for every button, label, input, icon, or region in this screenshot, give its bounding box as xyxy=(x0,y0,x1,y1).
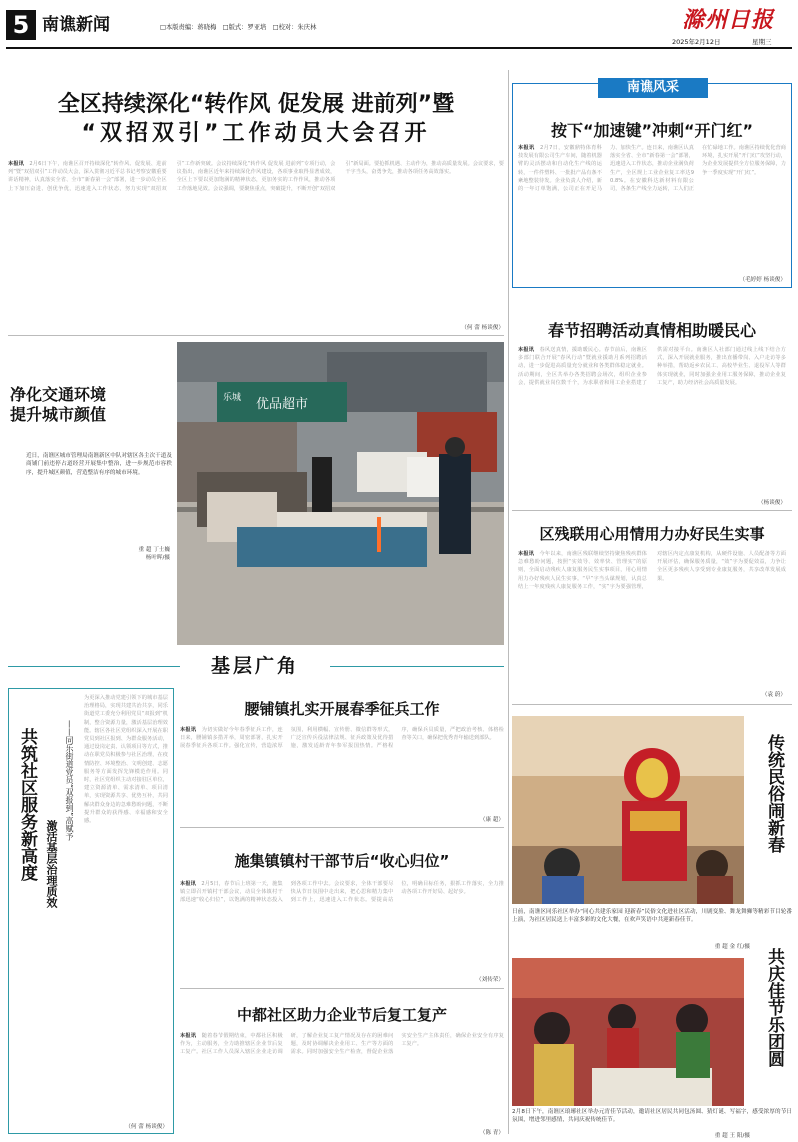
lead-headline-line2: “双招双引”工作动员大会召开 xyxy=(81,121,431,146)
festival-photo xyxy=(512,958,744,1106)
spring-jobs-tag: 本报讯 xyxy=(518,347,535,353)
env-author2: 杨叶晖/摄 xyxy=(145,555,170,561)
env-title-line1: 净化交通环境 xyxy=(10,385,107,404)
newspaper-logo: 滁州日报 xyxy=(681,7,774,33)
community-subtitle: ——同乐街道党员“双报到”高赋予 xyxy=(65,720,74,841)
cadres-headline: 施集镇镇村干部节后“收心归位” xyxy=(234,852,450,870)
folk-headline: 传统民俗闹新春 xyxy=(764,734,784,853)
spring-jobs-body-text: 春风送真情，援助暖民心。春节前后，南谯区多部门联合开展“春风行动”暨就业援助月系列招聘活动，进一步促进高质量充分就业和各类群体稳定就业。活动期间，全区共举办各类招聘会场次，组织企业参会，提供就业岗位数千个，为求职者和用工企业搭建了供需对接平台。南谯区人社部门通过线上线下结合方式，深入开展就业服务，推出直播带岗、入户走访等多种举措，帮助返乡农民工、高校毕业生、退役军人等群体实现就业，同时加强企业用工服务保障，推动企业复工复产，助力经济社会高质量发展。 xyxy=(518,347,786,386)
section-title: 南谯新闻 xyxy=(42,15,110,35)
folk-photo-illustration xyxy=(512,716,744,904)
env-caption: 近日，南谯区城市管理局南谯新区中队对辖区各主次干道及商铺门前违停占道经营开展集中整治，进一步规范市容秩序，提升城区颜值，营造整洁有序的城市环境。 xyxy=(26,453,172,476)
column-divider xyxy=(508,70,509,1134)
nanqiao-article-body xyxy=(518,144,786,274)
lead-article-body xyxy=(8,160,504,322)
cadres-body-text: 2月5日，春节后上班第一天，施集镇立即召开镇村干部会议，动员全体镇村干部迅速“收心归位”，以饱满的精神状态投入到各项工作中去。会议要求，全体干部要尽快从节日氛围中走出来，把心思和精力集中到工作上，迅速进入工作状态。要提高站位，明确目标任务，狠抓工作落实，全力推动各项工作开好局、起好步。 xyxy=(180,881,504,904)
community-headline-main: 共筑社区服务新高度 xyxy=(17,728,37,881)
lead-tag: 本报讯 xyxy=(8,161,24,167)
lead-divider xyxy=(8,335,504,336)
cadres-byline: （刘传荣） xyxy=(476,977,504,983)
disabled-headline: 区残联用心用情用力办好民生实事 xyxy=(539,525,765,543)
street-photo xyxy=(177,342,504,645)
nanqiao-byline: （毛婷婷 杨谈俊） xyxy=(739,277,786,283)
spring-jobs-divider xyxy=(512,510,792,511)
recruit-body-text: 为切实做好今年春季征兵工作，连日来，腰铺镇多措并举，周密部署，扎实开展春季征兵各项工作。强化宣传，营造浓厚氛围，利用横幅、宣传册、微信群等形式，广泛宣传兵役法律法规、征兵政策及优待措施，激发适龄青年参军报国热情。严格程序，确保兵员质量，严把政治考核、体格检查等关口，确保把优秀青年输送到部队。 xyxy=(180,727,504,750)
store-sign-text: 优品超市 xyxy=(255,397,309,412)
spring-jobs-article-body xyxy=(518,346,786,496)
street-photo-illustration xyxy=(177,342,504,645)
store-sign-logo: 乐城 xyxy=(222,393,242,403)
community-article-body: 为更深入推动党建引领下的城市基层治理格局，实现共建共治共享，同乐街道党工委充分利用党员“双报到”机制，整合资源力量，激活基层治理效能。辖区各社区党组织深入开展在职党员到社区报到、为群众服务活动，通过设岗定责、认领项目等方式，推动在职党员积极参与社区治理，在疫情防控、环境整治、文明创建、志愿服务等方面发挥先锋模范作用。同时，社区党组织主动对接驻区单位，建立资源清单、需求清单、项目清单，实现资源共享、优势互补，共同解决群众身边的急难愁盼问题，不断提升群众的获得感、幸福感和安全感。 xyxy=(84,695,168,825)
cadres-tag: 本报讯 xyxy=(180,881,196,887)
folk-author: 重 超 金 红/摄 xyxy=(714,944,750,950)
folk-caption: 日前，南谯区同乐社区举办“同心共建乐家园 迎新春”民俗文化进社区活动，川剧变脸、舞龙舞狮等精彩节目轮番上演，为社区居民送上丰富多彩的文化大餐，在欢声笑语中共迎新春佳节。 xyxy=(512,909,792,924)
festival-author: 重 超 王 阳/摄 xyxy=(714,1133,750,1139)
cadres-divider xyxy=(180,988,504,989)
lead-byline: （何 蕾 杨谈俊） xyxy=(461,325,504,331)
spring-jobs-byline: （杨谈俊） xyxy=(758,500,786,506)
nanqiao-headline: 按下“加速键”冲刺“开门红” xyxy=(550,121,754,140)
spring-jobs-headline: 春节招聘活动真情相助暖民心 xyxy=(547,321,756,340)
editor-credits: □本版责编：蒋晓梅 □版式：罗亚培 □校对：朱庆林 xyxy=(160,24,317,31)
jiceng-banner: 基层广角 xyxy=(180,652,330,680)
disabled-divider xyxy=(512,704,792,705)
resume-article-body xyxy=(180,1032,504,1124)
recruit-tag: 本报讯 xyxy=(180,727,197,733)
disabled-byline: （袁 蔚） xyxy=(761,692,786,698)
lead-headline-line1: 全区持续深化“转作风 促发展 进前列”暨 xyxy=(57,92,455,117)
nanqiao-body-text: 2月7日，安徽鼎特体育科技发展有限公司生产车间，随着机器臂的灵活摆动和自动化生产线的运转，一件件塑料、一批批产品有条不紊地整装待发。企业负责人介绍，新的一年订单饱满，公司正在开足马力、加快生产。连日来，南谯区认真落实全省、全市“新春第一会”部署，迅速进入工作状态，推动企业满负荷生产，全区规上工业企业复工率达90.8%。在安徽科达新材料有限公司，各条生产线全力运转，工人们正在忙碌地工作。南谯区持续优化营商环境，扎实开展“开门红”攻坚行动，为企业发展提供全方位服务保障，力争一季度实现“开门红”。 xyxy=(518,145,786,193)
recruit-divider xyxy=(180,827,504,828)
resume-tag: 本报讯 xyxy=(180,1033,197,1039)
cadres-article-body xyxy=(180,880,504,972)
resume-byline: （陈 青） xyxy=(479,1130,504,1136)
resume-headline: 中都社区助力企业节后复工复产 xyxy=(236,1006,447,1024)
env-title-line2: 提升城市颜值 xyxy=(10,405,107,424)
festival-caption: 2月8日下午，南谯区琅琊社区举办元宵佳节活动，邀请社区居民共同包汤圆、猜灯谜、写福字，感受浓厚的节日氛围，增进邻里感情，共同庆祝传统佳节。 xyxy=(512,1109,792,1124)
nanqiao-tag: 本报讯 xyxy=(518,145,535,151)
recruit-article-body xyxy=(180,726,504,812)
nanqiao-banner: 南谯风采 xyxy=(598,78,708,98)
issue-weekday: 星期三 xyxy=(752,38,772,46)
recruit-headline: 腰铺镇扎实开展春季征兵工作 xyxy=(244,700,440,718)
community-byline: （何 蕾 杨谈俊） xyxy=(125,1124,168,1130)
disabled-body-text: 今年以来，南谯区残联继续坚持聚焦残疾群体急难愁盼问题，按照“实效导、效率快、管理实”的原则，全面启动残疾人康复服务民生实事项目，用心用情用力办好残疾人民生实事。“早”字当头谋规划，认真总结上一年度残疾人康复服务工作，“实”字为要强管理，对辖区内定点康复机构，从硬件设施、人员配备等方面开展评估，确保服务质量，“效”字为要促效益，力争让全区更多残疾人享受到专业康复服务，共享改革发展成果。 xyxy=(518,551,786,590)
folk-photo xyxy=(512,716,744,904)
community-headline-sub: 激活基层治理质效 xyxy=(45,820,58,908)
issue-date: 2025年2月12日 xyxy=(672,38,721,46)
disabled-article-body xyxy=(518,550,786,690)
disabled-tag: 本报讯 xyxy=(518,551,535,557)
env-author1: 重 超 丁士巍 xyxy=(138,547,170,553)
lead-body-text: 2月6日下午，南谯区召开持续深化“转作风、促发展、进前列”暨“双招双引”工作动员大会，深入贯彻习近平总书记考察安徽重要讲话精神，认真落实全省、全市“新春第一会”部署，进一步动员全区上下加压奋进、创优争优，迅速进入工作状态，努力实现“双招双引”工作新突破。会议持续深化“转作风 促发展 进前列”专项行动，会议指出，南谯区近年来持续深化作风建设，各项事业取得显著成效，全区上下要以更加饱满的精神状态，更加务实的工作作风，推动各项工作落地见效。会议强调，要聚焦重点，突破提升，不断开创“双招双引”新局面。要抢抓机遇、主动作为，推动高质量发展。会议要求，要干字当头，奋勇争先，推动各项任务高效落实。 xyxy=(8,161,504,192)
festival-photo-illustration xyxy=(512,958,744,1106)
resume-body-text: 随着春节假期结束，中都社区积极作为，主动服务，全力助推辖区企业节后复工复产。社区工作人员深入辖区企业走访调研，了解企业复工复产情况及存在的困难问题，及时协调解决企业用工、生产等方面的需求。同时加强安全生产检查，督促企业落实安全生产主体责任，确保企业安全有序复工复产。 xyxy=(180,1033,504,1056)
recruit-byline: （康 超） xyxy=(479,817,504,823)
festival-headline: 共庆佳节乐团圆 xyxy=(764,948,784,1067)
masthead-rule xyxy=(6,47,792,49)
page-number-box: 5 xyxy=(6,10,36,40)
